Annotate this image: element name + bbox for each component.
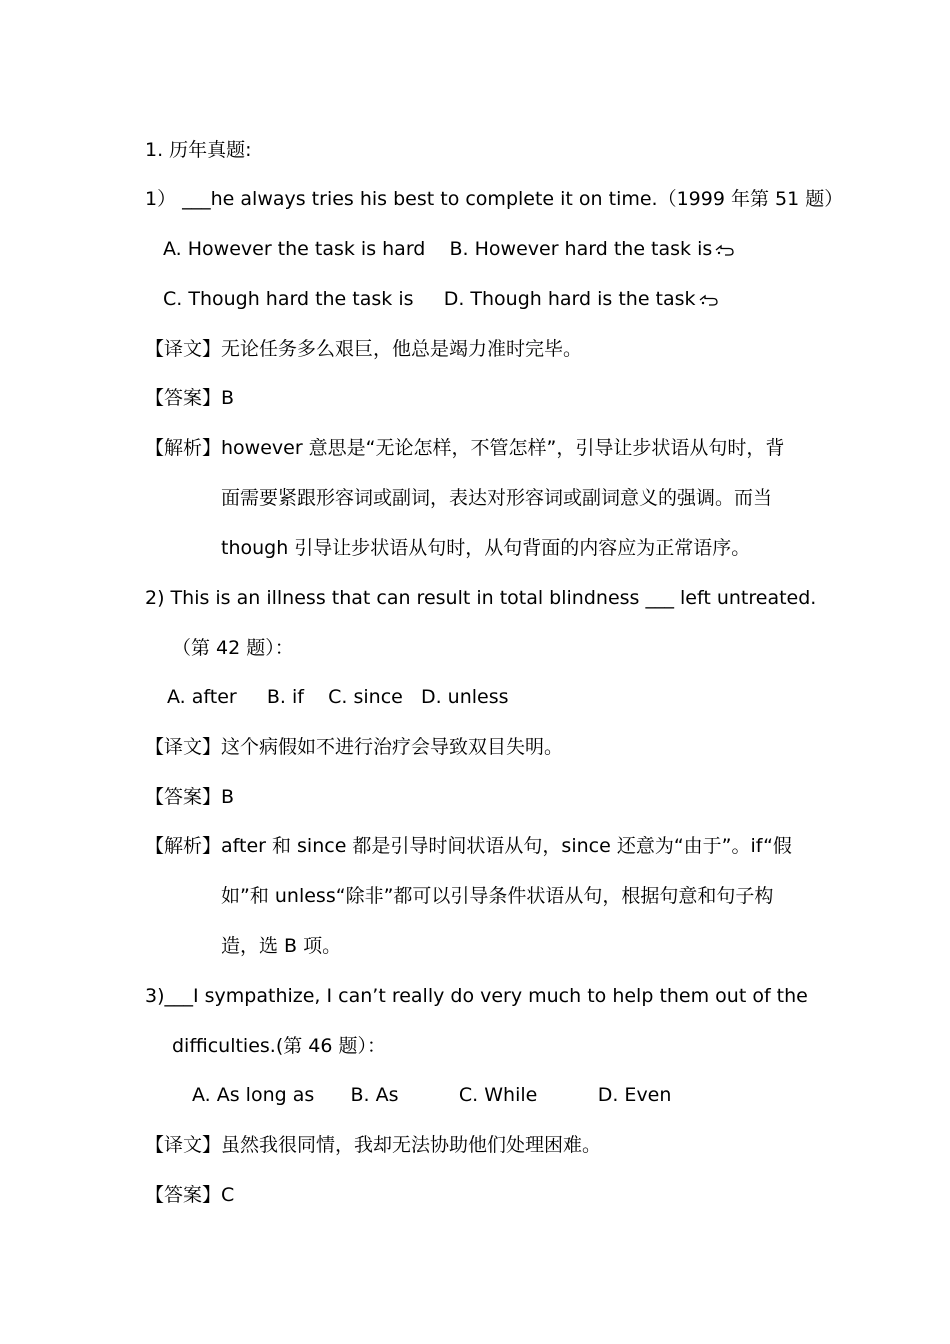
question-2-translation: 【译文】这个病假如不进行治疗会导致双目失明。: [145, 736, 564, 758]
question-1-analysis-line-2: 面需要紧跟形容词或副词，表达对形容词或副词意义的强调。而当: [221, 487, 773, 509]
question-3-answer: 【答案】C: [145, 1184, 235, 1206]
question-1-stem: 1） ___he always tries his best to complete it on time.（1999 年第 51 题）: [145, 188, 844, 210]
question-2-stem-line-1: 2) This is an illness that can result in total blindness ___ left untreated.: [145, 587, 817, 609]
section-heading: 1. 历年真题:: [145, 139, 252, 161]
question-1-analysis-line-1: 【解析】however 意思是“无论怎样，不管怎样”，引导让步状语从句时，背: [145, 437, 785, 459]
paragraph-mark-icon: [715, 244, 735, 256]
question-3-stem-line-1: 3)___I sympathize, I can’t really do very much to help them out of the: [145, 985, 808, 1007]
question-1-analysis-line-3: though 引导让步状语从句时，从句背面的内容应为正常语序。: [221, 537, 751, 559]
paragraph-mark-icon: [699, 294, 719, 306]
question-3-stem-line-2: difficulties.(第 46 题）：: [172, 1035, 387, 1057]
question-2-stem-line-2: （第 42 题）：: [172, 637, 294, 659]
question-3-options: A. As long as B. As C. While D. Even: [192, 1084, 672, 1106]
question-1-translation: 【译文】无论任务多么艰巨，他总是竭力准时完毕。: [145, 338, 583, 360]
question-2-analysis-line-1: 【解析】after 和 since 都是引导时间状语从句，since 还意为“由于”。if“假: [145, 835, 792, 857]
question-2-answer: 【答案】B: [145, 786, 235, 808]
question-1-options-line-2: C. Though hard the task is D. Though hard is the task: [163, 286, 719, 312]
question-3-translation: 【译文】虽然我很同情，我却无法协助他们处理困难。: [145, 1134, 602, 1156]
question-2-options: A. after B. if C. since D. unless: [167, 686, 509, 708]
question-2-analysis-line-2: 如”和 unless“除非”都可以引导条件状语从句，根据句意和句子构: [221, 885, 774, 907]
question-2-analysis-line-3: 造，选 B 项。: [221, 935, 342, 957]
question-1-options-line-1: A. However the task is hard B. However hard the task is: [163, 236, 735, 262]
question-1-answer: 【答案】B: [145, 387, 235, 409]
